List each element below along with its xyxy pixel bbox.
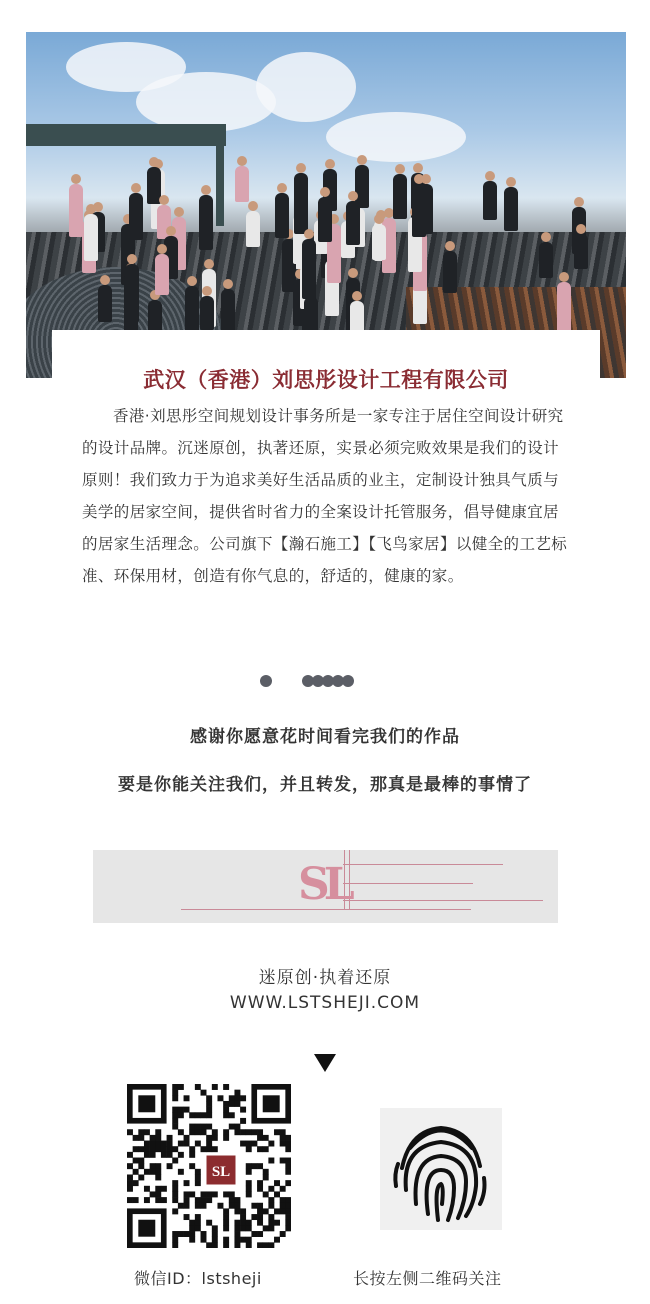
- thanks-message: 感谢你愿意花时间看完我们的作品: [190, 727, 460, 747]
- brand-banner: [93, 850, 558, 923]
- team-photo: [26, 32, 626, 378]
- crane-gantry: [26, 124, 226, 146]
- company-title: 武汉（香港）刘思彤设计工程有限公司: [143, 368, 509, 392]
- carousel-indicator[interactable]: [0, 675, 650, 689]
- follow-request-message: 要是你能关注我们，并且转发，那真是最棒的事情了: [118, 775, 532, 795]
- brand-slogan: 迷原创·执着还原: [258, 968, 392, 988]
- qr-follow-hint: 长按左侧二维码关注: [353, 1269, 502, 1288]
- fingerprint-icon[interactable]: [380, 1108, 502, 1230]
- wechat-id-caption: 微信ID：lstsheji: [134, 1269, 262, 1288]
- company-description: 香港·刘思彤空间规划设计事务所是一家专注于居住空间设计研究的设计品牌。沉迷原创，执著还原，实景必须完败效果是我们的设计原则！我们致力于为追求美好生活品质的业主，定制设计独具气质与美学的居家空间，提供省时省力的全案设计托管服务，倡导健康宜居的居家生活理念。公司旗下【瀚石施工】【飞鸟家居】以健全的工艺标准、环保用材，创造有你气息的，舒适的，健康的家。: [82, 407, 568, 585]
- brand-logo: SL: [298, 859, 349, 910]
- carousel-dot[interactable]: [260, 675, 272, 687]
- carousel-dot[interactable]: [342, 675, 354, 687]
- website-link[interactable]: WWW.LSTSHEJI.COM: [229, 993, 421, 1013]
- qr-code-icon[interactable]: [127, 1084, 291, 1248]
- qr-center-text: SL: [211, 1164, 231, 1180]
- down-triangle-icon: [314, 1054, 336, 1072]
- company-intro-card: [52, 330, 600, 640]
